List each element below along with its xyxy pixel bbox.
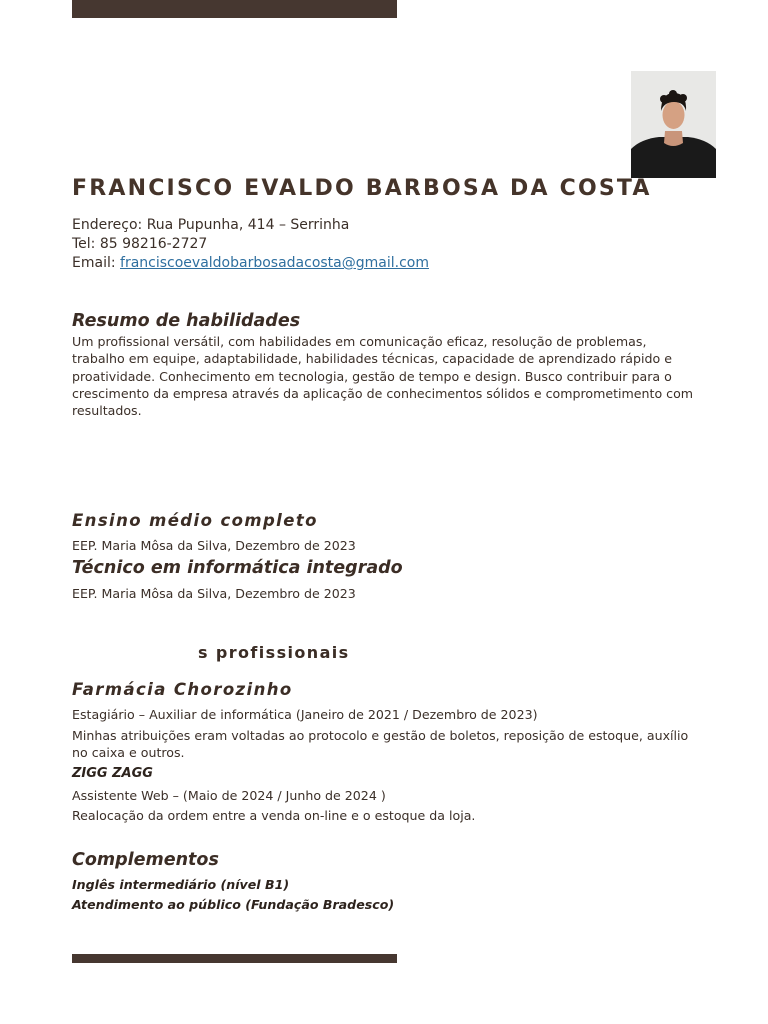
job-description-1: Minhas atribuições eram voltadas ao protocolo e gestão de boletos, reposição de estoque, auxílio no caixa e outros. <box>72 728 689 761</box>
job-description-2: Realocação da ordem entre a venda on-line e o estoque da loja. <box>72 808 476 823</box>
job-company-1: Farmácia Chorozinho <box>72 680 293 699</box>
summary-heading: Resumo de habilidades <box>72 311 301 331</box>
address: Endereço: Rua Pupunha, 414 – Serrinha <box>72 217 350 233</box>
job-role-2: Assistente Web – (Maio de 2024 / Junho de 2024 ) <box>72 788 386 803</box>
complement-item-1: Inglês intermediário (nível B1) <box>72 877 290 892</box>
person-photo-icon <box>631 71 716 178</box>
phone: Tel: 85 98216-2727 <box>72 236 208 252</box>
email-label: Email: <box>72 255 121 271</box>
email-link[interactable]: franciscoevaldobarbosadacosta@gmail.com <box>120 255 429 271</box>
summary-text: Um profissional versátil, com habilidades em comunicação eficaz, resolução de problemas, trabalho em equipe, adaptabilidade, habilidades técnicas, capacidade de aprendizado rápido e proatividade. Conhecimento em tecnologia, gestão de tempo e design. Busco contribuir para o crescimento da empresa através da aplicação de conhecimentos sólidos e comprometimento com resultados. <box>72 334 694 419</box>
complement-item-2: Atendimento ao público (Fundação Bradesco) <box>72 897 395 912</box>
bottom-decorative-bar <box>72 954 397 963</box>
education-detail-2: EEP. Maria Môsa da Silva, Dezembro de 2023 <box>72 586 356 601</box>
profile-photo <box>631 71 716 178</box>
education-detail-1: EEP. Maria Môsa da Silva, Dezembro de 2023 <box>72 538 356 553</box>
email-line <box>72 255 429 271</box>
candidate-name: FRANCISCO EVALDO BARBOSA DA COSTA <box>72 176 652 201</box>
top-decorative-bar <box>72 0 397 18</box>
experience-heading: s profissionais <box>198 643 350 662</box>
education-title-1: Ensino médio completo <box>72 511 318 530</box>
job-role-1: Estagiário – Auxiliar de informática (Janeiro de 2021 / Dezembro de 2023) <box>72 707 538 722</box>
job-company-2: ZIGG ZAGG <box>72 766 153 781</box>
complements-heading: Complementos <box>72 850 219 870</box>
education-title-2: Técnico em informática integrado <box>72 558 403 578</box>
